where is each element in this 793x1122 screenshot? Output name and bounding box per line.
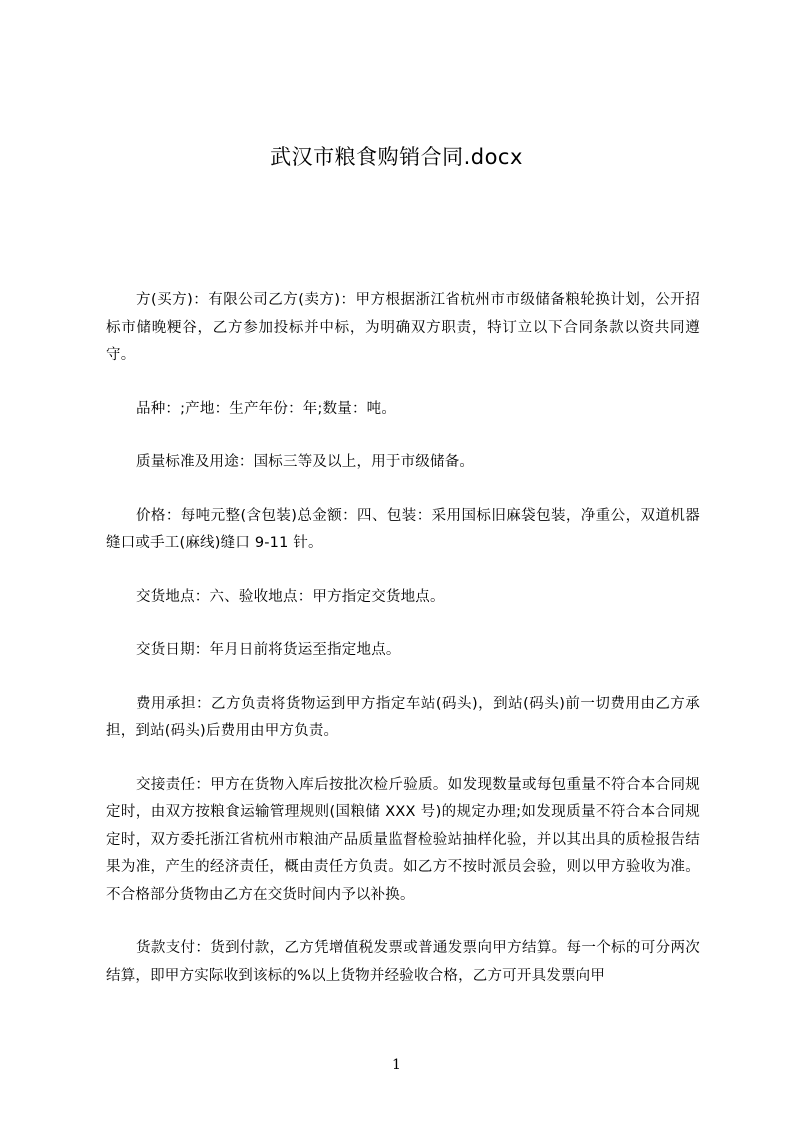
paragraph-payment: 货款支付：货到付款，乙方凭增值税发票或普通发票向甲方结算。每一个标的可分两次结算，即甲方实际收到该标的%以上货物并经验收合格，乙方可开具发票向甲 — [106, 940, 700, 984]
paragraph-quality: 质量标准及用途：国标三等及以上，用于市级储备。 — [136, 454, 475, 470]
paragraph-parties: 方(买方)：有限公司乙方(卖方)：甲方根据浙江省杭州市市级储备粮轮换计划，公开招标市储晚粳谷，乙方参加投标并中标，为明确双方职责，特订立以下合同条款以资共同遵守。 — [106, 292, 700, 363]
paragraph-costs: 费用承担：乙方负责将货物运到甲方指定车站(码头)，到站(码头)前一切费用由乙方承担，到站(码头)后费用由甲方负责。 — [106, 695, 700, 739]
paragraph-delivery-date: 交货日期：年月日前将货运至指定地点。 — [136, 642, 401, 658]
paragraph-variety: 品种：;产地：生产年份：年;数量：吨。 — [136, 400, 397, 417]
page-number: 1 — [392, 1057, 401, 1073]
paragraph-handover: 交接责任：甲方在货物入库后按批次检斤验质。如发现数量或每包重量不符合本合同规定时，由双方按粮食运输管理规则(国粮储 XXX 号)的规定办理;如发现质量不符合本合同规定时，双方委托浙江省杭州市粮油产品质量监督检验站抽样化验，并以其出具的质检报告结果为准，产生的经济责任，概由责任方负责。如乙方不按时派员会验，则以甲方验收为准。不合格部分货物由乙方在交货时间内予以补换。 — [106, 776, 700, 903]
paragraph-delivery-place: 交货地点：六、验收地点：甲方指定交货地点。 — [136, 588, 445, 605]
paragraph-price: 价格：每吨元整(含包装)总金额：四、包装：采用国标旧麻袋包装，净重公，双道机器缝口或手工(麻线)缝口 9-11 针。 — [106, 507, 700, 551]
document-title: 武汉市粮食购销合同.docx — [270, 145, 523, 169]
document-body — [106, 287, 700, 1016]
